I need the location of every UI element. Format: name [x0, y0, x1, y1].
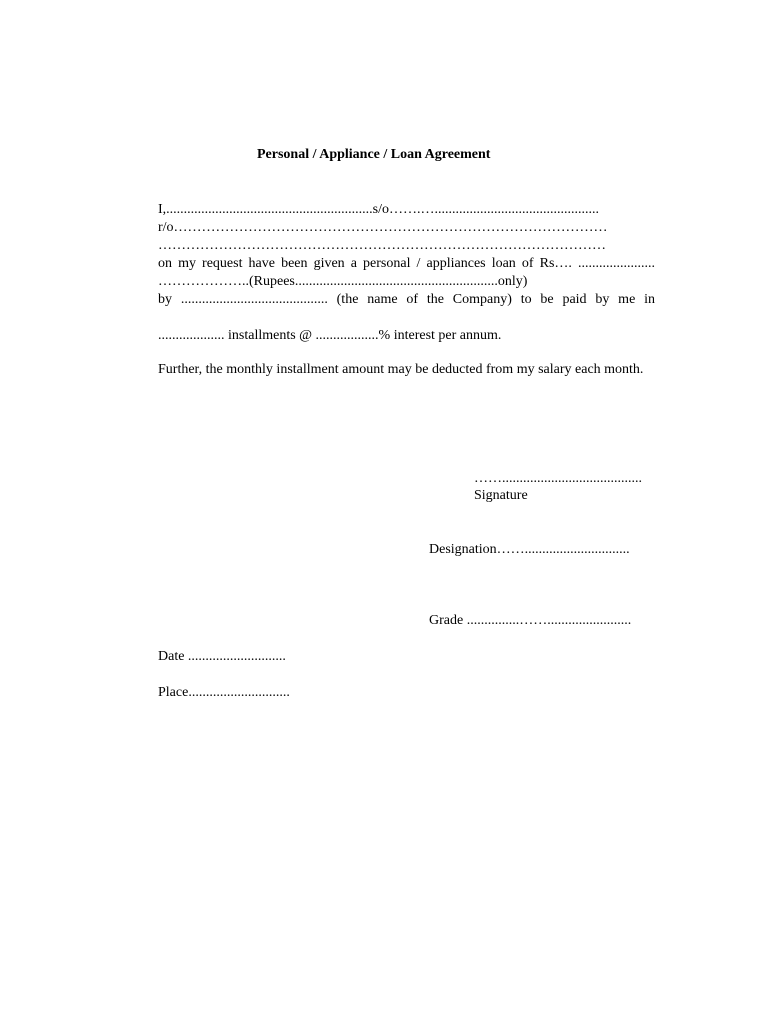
- name-line: I,...........................................................s/o…….…...............................................: [158, 202, 599, 217]
- salary-deduction-paragraph: Further, the monthly installment amount may be deducted from my salary each month.: [158, 362, 644, 377]
- designation-field: Designation……..............................: [429, 542, 630, 557]
- address-line: ……………………………………………………………………………………: [158, 238, 606, 253]
- loan-request-line: on my request have been given a personal / appliances loan of Rs…. ......................: [158, 256, 655, 271]
- residence-line: r/o…………………………………………………………………………………: [158, 220, 608, 235]
- grade-field: Grade ...............……........................: [429, 613, 632, 628]
- rupees-line: ………………..(Rupees..........................................................only): [158, 274, 528, 289]
- place-field: Place.............................: [158, 685, 290, 700]
- date-field: Date ............................: [158, 649, 286, 664]
- company-line: by .......................................... (the name of the Company) to be paid by me in: [158, 292, 655, 307]
- signature-label: Signature: [474, 488, 528, 503]
- installments-line: ................... installments @ ..................% interest per annum.: [158, 328, 502, 343]
- document-title: Personal / Appliance / Loan Agreement: [257, 147, 491, 162]
- signature-line: ……........................................: [474, 471, 642, 486]
